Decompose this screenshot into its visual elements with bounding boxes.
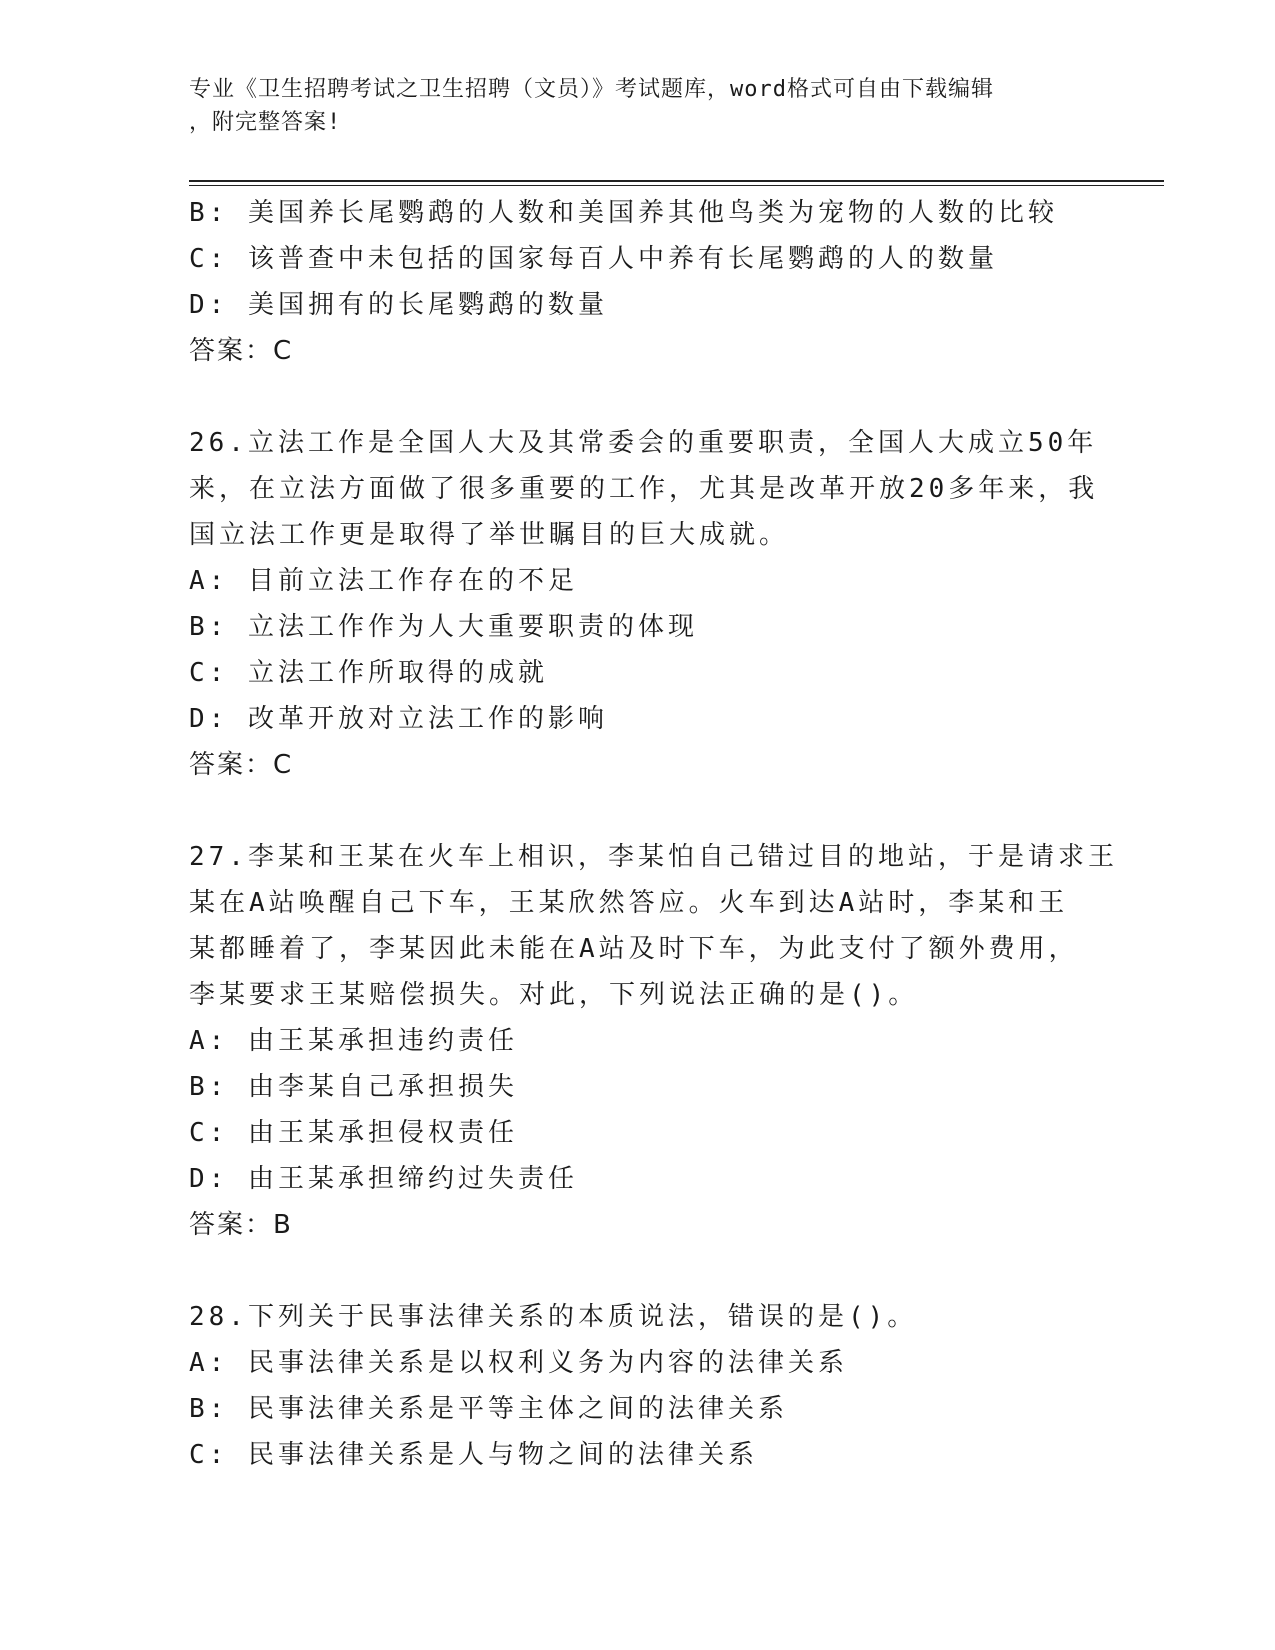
option-c: C: 民事法律关系是人与物之间的法律关系 <box>189 1440 758 1470</box>
question-block-26 <box>189 420 1099 788</box>
option-c: C: 立法工作所取得的成就 <box>189 658 548 688</box>
spacer <box>189 788 1089 834</box>
question-list <box>189 190 1118 1478</box>
option-a: A: 民事法律关系是以权利义务为内容的法律关系 <box>189 1348 848 1378</box>
question-text: 27.李某和王某在火车上相识，李某怕自己错过目的地站，于是请求王 <box>189 842 1118 872</box>
option-d: D: 美国拥有的长尾鹦鹉的数量 <box>189 290 608 320</box>
option-c: C: 由王某承担侵权责任 <box>189 1118 518 1148</box>
option-b: B: 立法工作作为人大重要职责的体现 <box>189 612 698 642</box>
spacer <box>189 1248 1089 1294</box>
question-block-27 <box>189 834 1118 1248</box>
option-d: D: 改革开放对立法工作的影响 <box>189 704 608 734</box>
question-text: 28.下列关于民事法律关系的本质说法，错误的是()。 <box>189 1302 918 1332</box>
answer: 答案：C <box>189 750 294 780</box>
question-text: 国立法工作更是取得了举世瞩目的巨大成就。 <box>189 520 790 550</box>
header-divider <box>189 180 1164 182</box>
header-line-1: 专业《卫生招聘考试之卫生招聘（文员）》考试题库，word格式可自由下载编辑 <box>189 77 994 102</box>
question-block-28 <box>189 1294 1089 1478</box>
header-divider-thin <box>189 185 1164 186</box>
option-a: A: 目前立法工作存在的不足 <box>189 566 578 596</box>
question-text: 某在A站唤醒自己下车，王某欣然答应。火车到达A站时，李某和王 <box>189 888 1069 918</box>
question-text: 某都睡着了，李某因此未能在A站及时下车，为此支付了额外费用， <box>189 934 1079 964</box>
option-b: B: 美国养长尾鹦鹉的人数和美国养其他鸟类为宠物的人数的比较 <box>189 198 1058 228</box>
option-b: B: 民事法律关系是平等主体之间的法律关系 <box>189 1394 788 1424</box>
option-a: A: 由王某承担违约责任 <box>189 1026 518 1056</box>
header-line-2: ，附完整答案! <box>189 110 342 135</box>
question-text: 来，在立法方面做了很多重要的工作，尤其是改革开放20多年来，我 <box>189 474 1099 504</box>
document-header <box>189 73 1089 139</box>
question-block-25 <box>189 190 1089 374</box>
option-c: C: 该普查中未包括的国家每百人中养有长尾鹦鹉的人的数量 <box>189 244 998 274</box>
spacer <box>189 374 1089 420</box>
option-b: B: 由李某自己承担损失 <box>189 1072 518 1102</box>
question-text: 26.立法工作是全国人大及其常委会的重要职责，全国人大成立50年 <box>189 428 1098 458</box>
answer: 答案：B <box>189 1210 293 1240</box>
answer: 答案：C <box>189 336 294 366</box>
question-text: 李某要求王某赔偿损失。对此，下列说法正确的是()。 <box>189 980 919 1010</box>
option-d: D: 由王某承担缔约过失责任 <box>189 1164 578 1194</box>
